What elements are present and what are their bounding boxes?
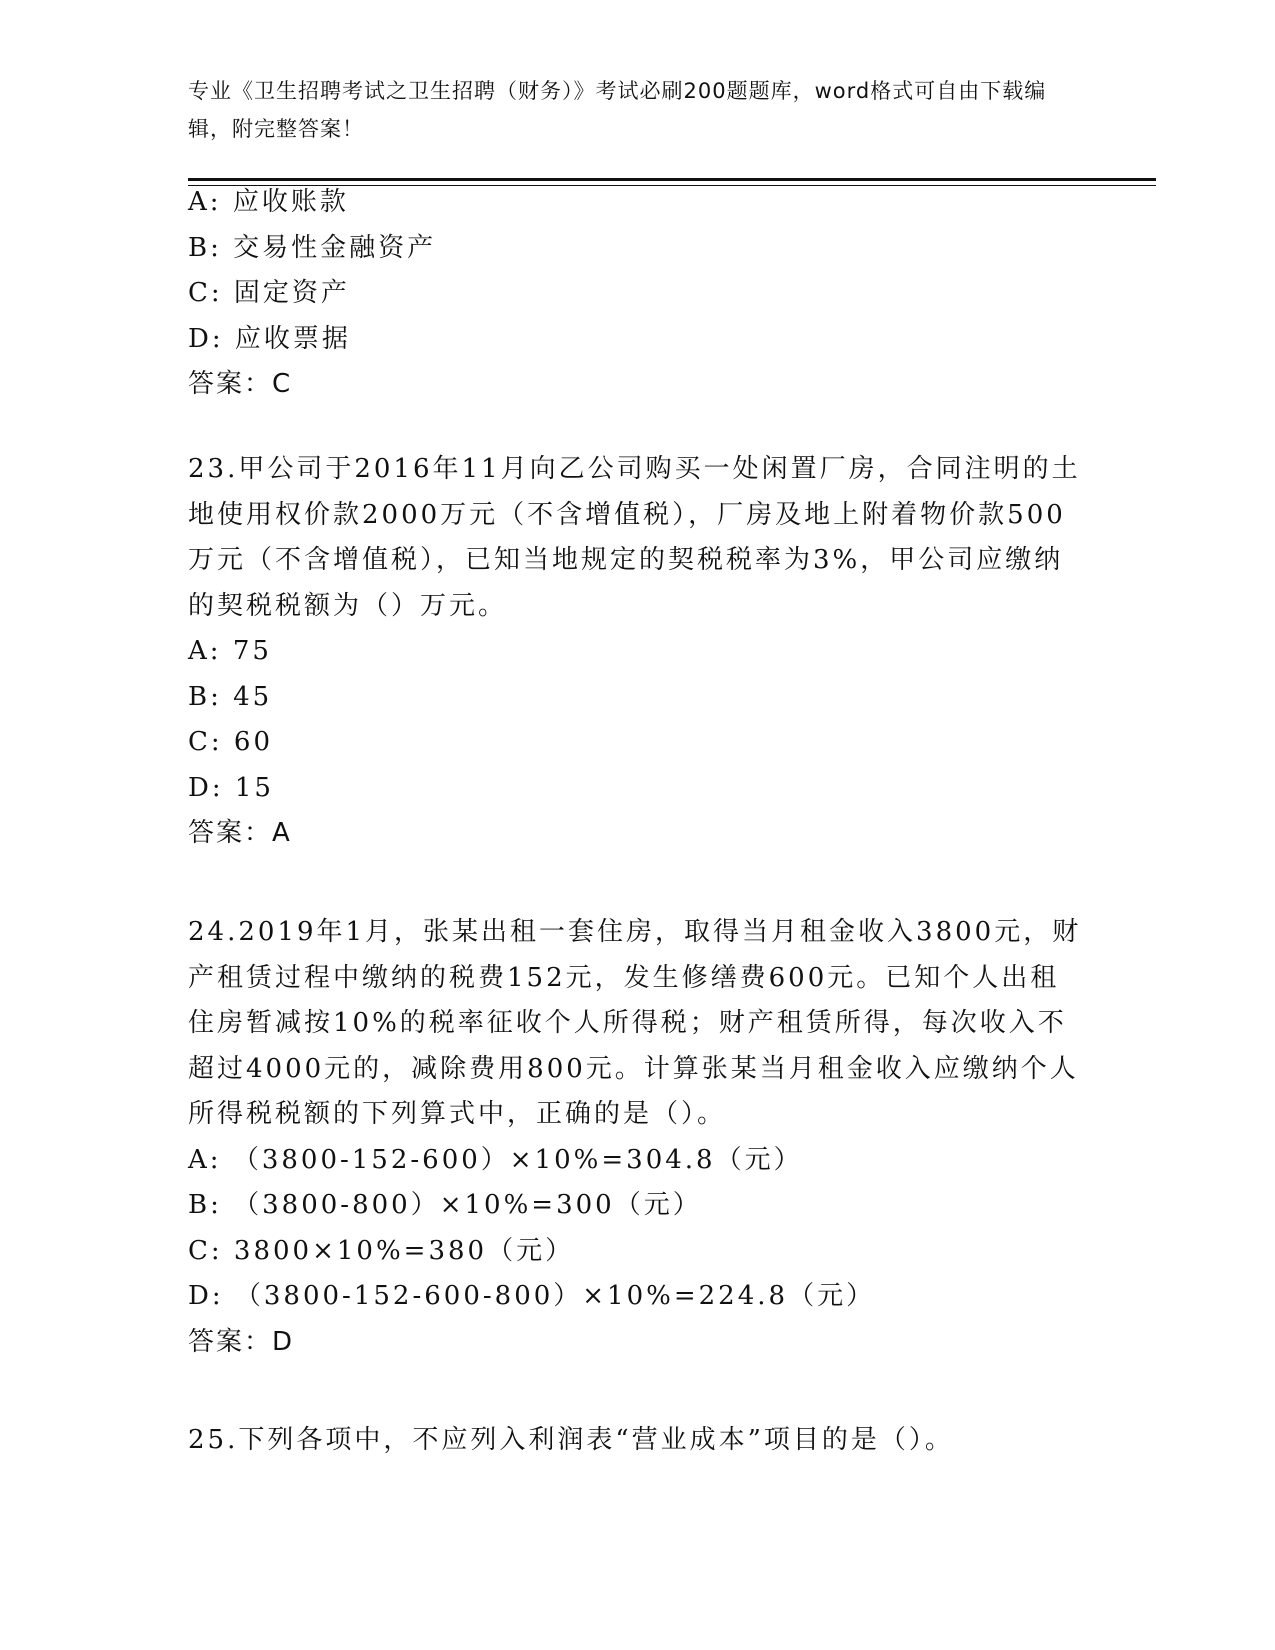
option-label: D: <box>188 1281 224 1311</box>
option-a <box>188 1138 1088 1184</box>
option-text: 60 <box>233 727 274 757</box>
option-label: A: <box>188 636 222 666</box>
option-a <box>188 629 1088 675</box>
option-text: 3800×10%=380（元） <box>233 1235 575 1266</box>
question-25 <box>188 1418 1088 1464</box>
option-label: C: <box>188 1235 223 1266</box>
question-stem: 25.下列各项中，不应列入利润表“营业成本”项目的是（）。 <box>188 1425 954 1455</box>
option-label: D: <box>188 772 224 803</box>
option-text: 45 <box>233 681 273 712</box>
answer: 答案：A <box>188 818 292 848</box>
option-d <box>188 317 1088 363</box>
option-text: （3800-152-600）×10%=304.8（元） <box>232 1144 803 1175</box>
option-d <box>188 1274 1088 1320</box>
option-text: 应收票据 <box>234 323 351 354</box>
question-24 <box>188 910 1088 1365</box>
option-b <box>188 1183 1088 1229</box>
question-stem: 23.甲公司于2016年11月向乙公司购买一处闲置厂房，合同注明的土地使用权价款2000万元（不含增值税），厂房及地上附着物价款500万元（不含增值税），已知当地规定的契税税率为3%，甲公司应缴纳的契税税额为（）万元。 <box>188 454 1081 621</box>
option-b <box>188 226 1088 272</box>
option-label: C: <box>188 727 223 757</box>
option-text: 75 <box>232 636 272 666</box>
option-d <box>188 766 1088 812</box>
option-label: B: <box>188 232 222 263</box>
option-label: D: <box>188 323 224 354</box>
option-text: 固定资产 <box>233 278 350 308</box>
question-23 <box>188 447 1088 857</box>
option-text: 应收账款 <box>232 187 349 217</box>
answer: 答案：C <box>188 369 293 399</box>
option-text: 交易性金融资产 <box>233 232 437 263</box>
question-stem: 24.2019年1月，张某出租一套住房，取得当月租金收入3800元，财产租赁过程中缴纳的税费152元，发生修缮费600元。已知个人出租住房暂减按10%的税率征收个人所得税；财产租赁所得，每次收入不超过4000元的，减除费用800元。计算张某当月租金收入应缴纳个人所得税税额的下列算式中，正确的是（）。 <box>188 917 1082 1129</box>
question-22 <box>188 180 1088 408</box>
option-b <box>188 675 1088 721</box>
option-text: （3800-800）×10%=300（元） <box>233 1190 702 1220</box>
option-text: （3800-152-600-800）×10%=224.8（元） <box>234 1281 876 1311</box>
option-a <box>188 180 1088 226</box>
option-label: A: <box>188 187 222 217</box>
option-label: C: <box>188 278 223 308</box>
option-label: B: <box>188 1190 222 1220</box>
document-header: 专业《卫生招聘考试之卫生招聘（财务）》考试必刷200题题库，word格式可自由下载编辑，附完整答案！ <box>188 79 1047 141</box>
option-c <box>188 720 1088 766</box>
option-c <box>188 1229 1088 1275</box>
option-c <box>188 271 1088 317</box>
option-label: B: <box>188 681 222 712</box>
option-label: A: <box>188 1144 222 1175</box>
answer: 答案：D <box>188 1326 295 1357</box>
option-text: 15 <box>234 772 274 803</box>
